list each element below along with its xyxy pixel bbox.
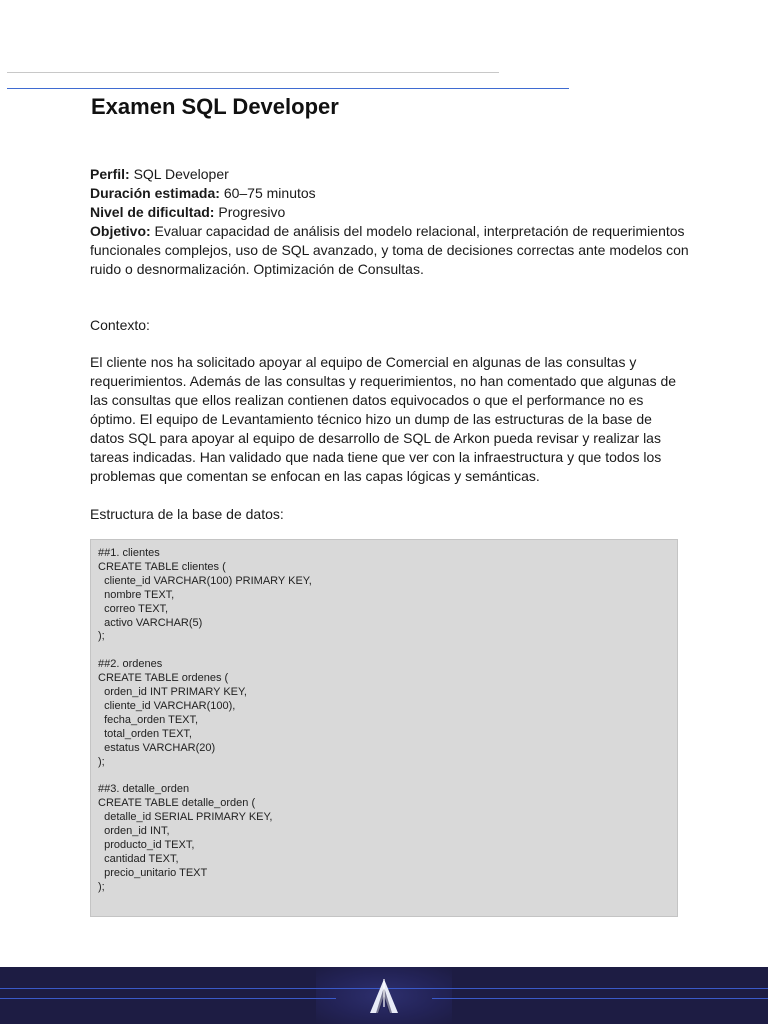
code-line: precio_unitario TEXT — [98, 866, 208, 879]
nivel-line — [90, 203, 690, 222]
duracion-line — [90, 184, 690, 203]
code-line: ); — [98, 755, 105, 768]
code-line: cantidad TEXT, — [98, 852, 179, 865]
objetivo-label: Objetivo: — [90, 223, 151, 239]
code-line: detalle_id SERIAL PRIMARY KEY, — [98, 811, 273, 824]
code-line: CREATE TABLE detalle_orden ( — [98, 797, 256, 810]
code-line: CREATE TABLE clientes ( — [98, 560, 226, 573]
code-block-gap — [98, 769, 312, 783]
code-line: cliente_id VARCHAR(100) PRIMARY KEY, — [98, 574, 312, 587]
document-title: Examen SQL Developer — [91, 94, 339, 119]
code-line: ##1. clientes — [98, 547, 160, 559]
page-footer — [0, 967, 768, 1024]
perfil-value: SQL Developer — [129, 166, 229, 182]
sql-code-block — [90, 539, 678, 917]
objetivo-value: Evaluar capacidad de análisis del modelo relacional, interpretación de requerimientos funcionales complejos, uso de SQL avanzado, y toma de decisiones correctas ante modelos con ruido o desnormalización. Optimización de Consultas. — [90, 223, 689, 277]
code-line: nombre TEXT, — [98, 588, 175, 601]
exam-metadata — [90, 165, 690, 279]
code-line: producto_id TEXT, — [98, 839, 195, 851]
code-line: ##2. ordenes — [98, 658, 163, 671]
arkon-logo-icon — [366, 977, 402, 1015]
code-line: CREATE TABLE ordenes ( — [98, 672, 229, 685]
duracion-value: 60–75 minutos — [219, 185, 316, 201]
nivel-value: Progresivo — [214, 204, 286, 220]
code-line: orden_id INT, — [98, 825, 170, 838]
code-line: fecha_orden TEXT, — [98, 713, 199, 726]
structure-heading: Estructura de la base de datos: — [90, 506, 284, 522]
code-line: ); — [98, 630, 105, 643]
code-line: ##3. detalle_orden — [98, 783, 190, 796]
code-line: cliente_id VARCHAR(100), — [98, 699, 236, 712]
footer-line-right — [432, 998, 768, 999]
perfil-label: Perfil: — [90, 166, 130, 182]
code-block-gap — [98, 644, 312, 658]
code-line: ); — [98, 880, 105, 893]
footer-line-left — [0, 998, 336, 999]
header-divider-gray — [7, 72, 499, 73]
header-divider-blue — [7, 88, 569, 89]
code-line: correo TEXT, — [98, 602, 169, 615]
code-line: total_orden TEXT, — [98, 727, 192, 740]
objetivo-line — [90, 222, 690, 279]
sql-code-text — [98, 547, 312, 895]
context-paragraph: El cliente nos ha solicitado apoyar al equipo de Comercial en algunas de las consultas y requerimientos. Además de las consultas y requerimientos, no han comentado que algunas de las consultas que ellos realizan contienen datos equivocados o que el performance no es óptimo. El equipo de Levantamiento técnico hizo un dump de las estructuras de la base de datos SQL para apoyar al equipo de desarrollo de SQL de Arkon pueda revisar y realizar las tareas indicadas. Han validado que nada tiene que ver con la infraestructura y que todos los problemas que comentan se enfocan en las capas lógicas y semánticas. — [90, 354, 677, 484]
nivel-label: Nivel de dificultad: — [90, 204, 215, 220]
perfil-line — [90, 165, 690, 184]
duracion-label: Duración estimada: — [90, 185, 220, 201]
context-heading: Contexto: — [90, 317, 150, 333]
code-line: estatus VARCHAR(20) — [98, 741, 216, 754]
code-line: orden_id INT PRIMARY KEY, — [98, 686, 247, 699]
code-line: activo VARCHAR(5) — [98, 616, 203, 629]
